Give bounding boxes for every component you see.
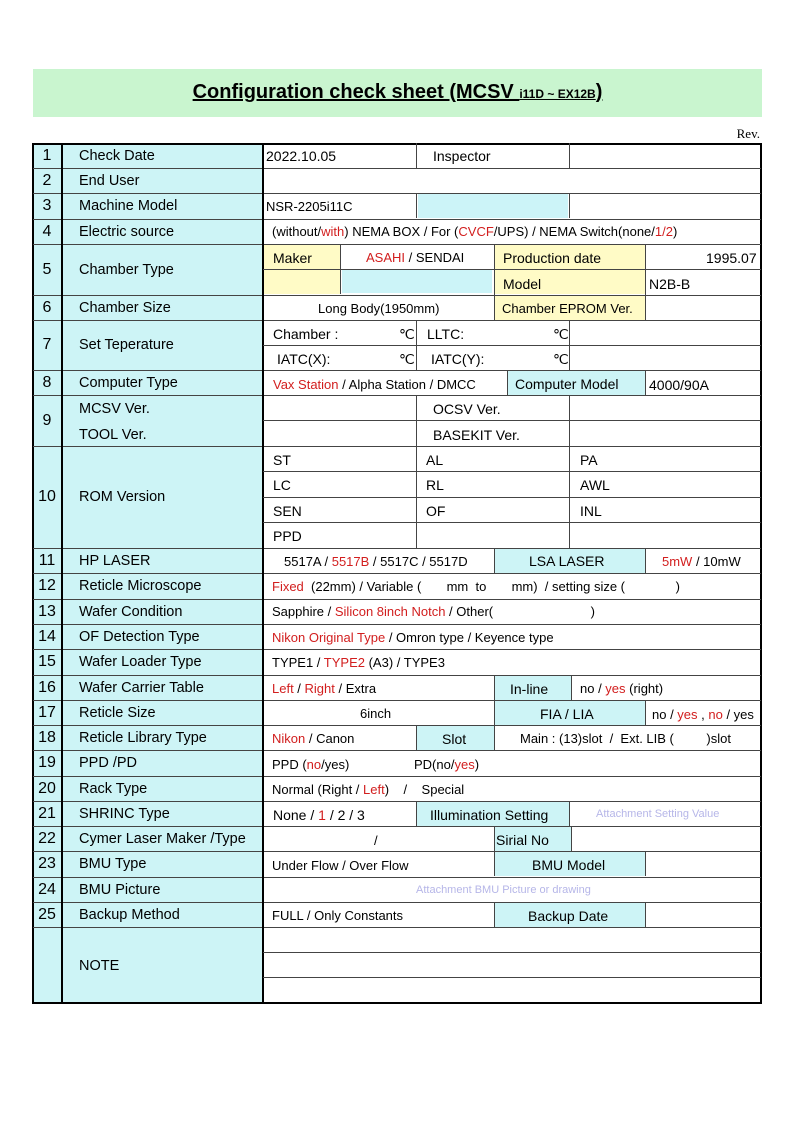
lsa-laser-value[interactable]: 5mW / 10mW <box>662 554 741 569</box>
backup-method-value[interactable]: FULL / Only Constants <box>272 908 404 923</box>
row-number: 14 <box>38 627 56 645</box>
row-label: TOOL Ver. <box>79 427 147 443</box>
row-number: 10 <box>38 488 56 505</box>
pd-value[interactable]: PD(no/yes) <box>414 757 480 772</box>
row-number: 1 <box>42 146 52 164</box>
row-label: Wafer Loader Type <box>79 654 202 670</box>
row-label: PPD /PD <box>79 755 138 771</box>
hp-laser-value[interactable]: 5517A / 5517B / 5517C / 5517D <box>284 554 468 569</box>
row-divider <box>33 851 761 852</box>
row-label: HP LASER <box>79 552 151 569</box>
rack-type-value[interactable]: Normal (Right / Left) / Special <box>272 782 465 797</box>
row-divider <box>33 168 761 169</box>
inline-value[interactable]: no / yes (right) <box>580 681 664 696</box>
fia-lia-label: FIA / LIA <box>540 706 594 722</box>
row-divider <box>33 295 761 296</box>
celsius-unit: ℃ <box>399 351 415 367</box>
row-divider <box>33 877 761 878</box>
row-label: Chamber Type <box>79 261 174 278</box>
slot-label: Slot <box>442 731 467 747</box>
celsius-unit: ℃ <box>553 351 569 367</box>
carrier-table-value[interactable]: Left / Right / Extra <box>272 681 377 696</box>
row-label: MCSV Ver. <box>79 401 150 417</box>
production-date-value[interactable]: 1995.07 <box>706 250 757 266</box>
reticle-microscope-value[interactable]: Fixed (22mm) / Variable ( mm to mm) / setting size ( ) <box>272 579 680 594</box>
chamber-model-value[interactable]: N2B-B <box>649 276 691 292</box>
rom-pa: PA <box>580 452 598 468</box>
row-label: Machine Model <box>79 198 178 214</box>
chamber-eprom-label: Chamber EPROM Ver. <box>502 301 633 316</box>
celsius-unit: ℃ <box>553 326 569 342</box>
slot-value[interactable]: Main : (13)slot / Ext. LIB ( )slot <box>520 731 731 746</box>
row-label: Backup Method <box>79 906 180 923</box>
basekit-label: BASEKIT Ver. <box>433 427 520 443</box>
wafer-loader-value[interactable]: TYPE1 / TYPE2 (A3) / TYPE3 <box>272 655 445 670</box>
maker-label: Maker <box>273 250 312 266</box>
revision-label: Rev. <box>736 126 760 141</box>
chamber-size-value[interactable]: Long Body(1950mm) <box>318 301 440 316</box>
row-number: 20 <box>38 779 56 797</box>
row-divider <box>33 446 761 447</box>
computer-model-label: Computer Model <box>515 376 619 392</box>
cymer-separator: / <box>374 833 378 848</box>
row-number: 22 <box>38 829 56 847</box>
temp-iatcx-label: IATC(X): <box>277 351 331 367</box>
row-number: 23 <box>38 855 56 872</box>
row-number: 5 <box>42 260 52 278</box>
row-number: 18 <box>38 728 56 746</box>
row-label: Reticle Microscope <box>79 578 202 594</box>
row-divider <box>33 395 761 396</box>
bmu-model-label: BMU Model <box>532 857 606 873</box>
row-number: 6 <box>42 298 52 316</box>
row-label: Computer Type <box>79 374 178 391</box>
backup-date-label: Backup Date <box>528 908 609 924</box>
row-label: Wafer Carrier Table <box>79 679 204 696</box>
row-number: 25 <box>38 905 56 923</box>
row-divider <box>33 801 761 802</box>
reticle-size-value[interactable]: 6inch <box>360 706 392 721</box>
row-label: BMU Picture <box>79 881 161 898</box>
row-label: Electric source <box>79 223 175 240</box>
row-number: 3 <box>42 197 52 214</box>
row-divider <box>33 675 761 676</box>
machine-model-value[interactable]: NSR-2205i11C <box>266 199 353 214</box>
row-divider <box>33 750 761 751</box>
row-divider <box>33 573 761 574</box>
illumination-label: Illumination Setting <box>430 807 549 823</box>
row-divider <box>33 649 761 650</box>
row-number: 13 <box>38 602 56 620</box>
rom-st: ST <box>273 452 291 468</box>
row-number: 19 <box>38 754 56 771</box>
row-number: 11 <box>38 551 56 569</box>
title-banner <box>33 69 762 117</box>
row-label: NOTE <box>79 957 120 974</box>
temp-chamber-label: Chamber : <box>273 326 339 342</box>
row-label: Reticle Library Type <box>79 729 207 746</box>
inspector-label: Inspector <box>433 148 491 164</box>
row-divider <box>33 776 761 777</box>
row-divider <box>33 700 761 701</box>
row-label: SHRINC Type <box>79 805 170 822</box>
computer-model-value[interactable]: 4000/90A <box>649 377 709 393</box>
row-label: Reticle Size <box>79 704 156 721</box>
of-detection-value[interactable]: Nikon Original Type / Omron type / Keyence type <box>272 630 554 645</box>
row-label: End User <box>79 172 140 189</box>
rom-lc: LC <box>273 477 291 493</box>
row-divider <box>33 320 761 321</box>
row-divider <box>33 193 761 194</box>
row-number: 7 <box>42 336 52 353</box>
temp-lltc-label: LLTC: <box>427 326 465 342</box>
row-number: 24 <box>38 880 56 898</box>
rom-sen: SEN <box>273 503 302 519</box>
row-divider <box>33 725 761 726</box>
shrinc-value[interactable]: None / 1 / 2 / 3 <box>273 807 365 823</box>
row-label: BMU Type <box>79 856 147 872</box>
temp-iatcy-label: IATC(Y): <box>431 351 485 367</box>
celsius-unit: ℃ <box>399 326 415 342</box>
row-label: Wafer Condition <box>79 603 183 620</box>
production-date-label: Production date <box>503 250 602 266</box>
inline-label: In-line <box>510 681 549 697</box>
row-divider <box>33 244 761 245</box>
wafer-condition-value[interactable]: Sapphire / Silicon 8inch Notch / Other( ) <box>272 604 595 619</box>
row-label: OF Detection Type <box>79 628 200 645</box>
illumination-hint: Attachment Setting Value <box>596 808 720 820</box>
rom-of: OF <box>426 503 446 519</box>
rom-ppd: PPD <box>273 528 302 544</box>
row-number: 2 <box>42 171 52 189</box>
fia-lia-value[interactable]: no / yes , no / yes <box>652 707 754 722</box>
lsa-laser-label: LSA LASER <box>529 553 605 569</box>
row-label: ROM Version <box>79 489 166 505</box>
row-number: 21 <box>38 804 56 822</box>
row-label: Chamber Size <box>79 299 171 316</box>
row-label: Cymer Laser Maker /Type <box>79 830 246 847</box>
maker-value[interactable]: ASAHI / SENDAI <box>366 250 465 265</box>
row-number: 12 <box>38 577 56 594</box>
rom-al: AL <box>426 452 444 468</box>
row-number: 4 <box>42 222 52 240</box>
row-divider <box>33 927 761 928</box>
row-divider <box>33 624 761 625</box>
check-date-value[interactable]: 2022.10.05 <box>266 148 337 164</box>
row-divider <box>33 370 761 371</box>
rom-rl: RL <box>426 477 444 493</box>
rom-awl: AWL <box>580 477 610 493</box>
row-number: 8 <box>42 373 52 391</box>
bmu-type-value[interactable]: Under Flow / Over Flow <box>272 858 409 873</box>
page-title: Configuration check sheet (MCSV i11D ~ EX12B) <box>192 81 603 103</box>
computer-type-value[interactable]: Vax Station / Alpha Station / DMCC <box>273 377 476 392</box>
row-label: Check Date <box>79 147 155 164</box>
row-number: 15 <box>38 653 56 670</box>
row-divider <box>33 548 761 549</box>
row-label: Set Teperature <box>79 337 174 353</box>
bmu-picture-hint: Attachment BMU Picture or drawing <box>416 884 591 896</box>
sirial-label: Sirial No <box>496 832 549 848</box>
rom-inl: INL <box>580 503 602 519</box>
row-number: 17 <box>38 703 56 721</box>
row-number: 16 <box>38 678 56 696</box>
chamber-model-label: Model <box>503 276 542 292</box>
row-divider <box>33 599 761 600</box>
ocsv-label: OCSV Ver. <box>433 401 501 417</box>
row-divider <box>33 219 761 220</box>
electric-source-value[interactable]: (without/with) NEMA BOX / For (CVCF/UPS) / NEMA Switch(none/1/2) <box>272 224 678 239</box>
row-divider <box>33 902 761 903</box>
row-divider <box>33 826 761 827</box>
ppd-value[interactable]: PPD (no/yes) <box>272 757 350 772</box>
row-number: 9 <box>42 411 52 429</box>
reticle-library-value[interactable]: Nikon / Canon <box>272 731 355 746</box>
row-label: Rack Type <box>79 780 148 797</box>
